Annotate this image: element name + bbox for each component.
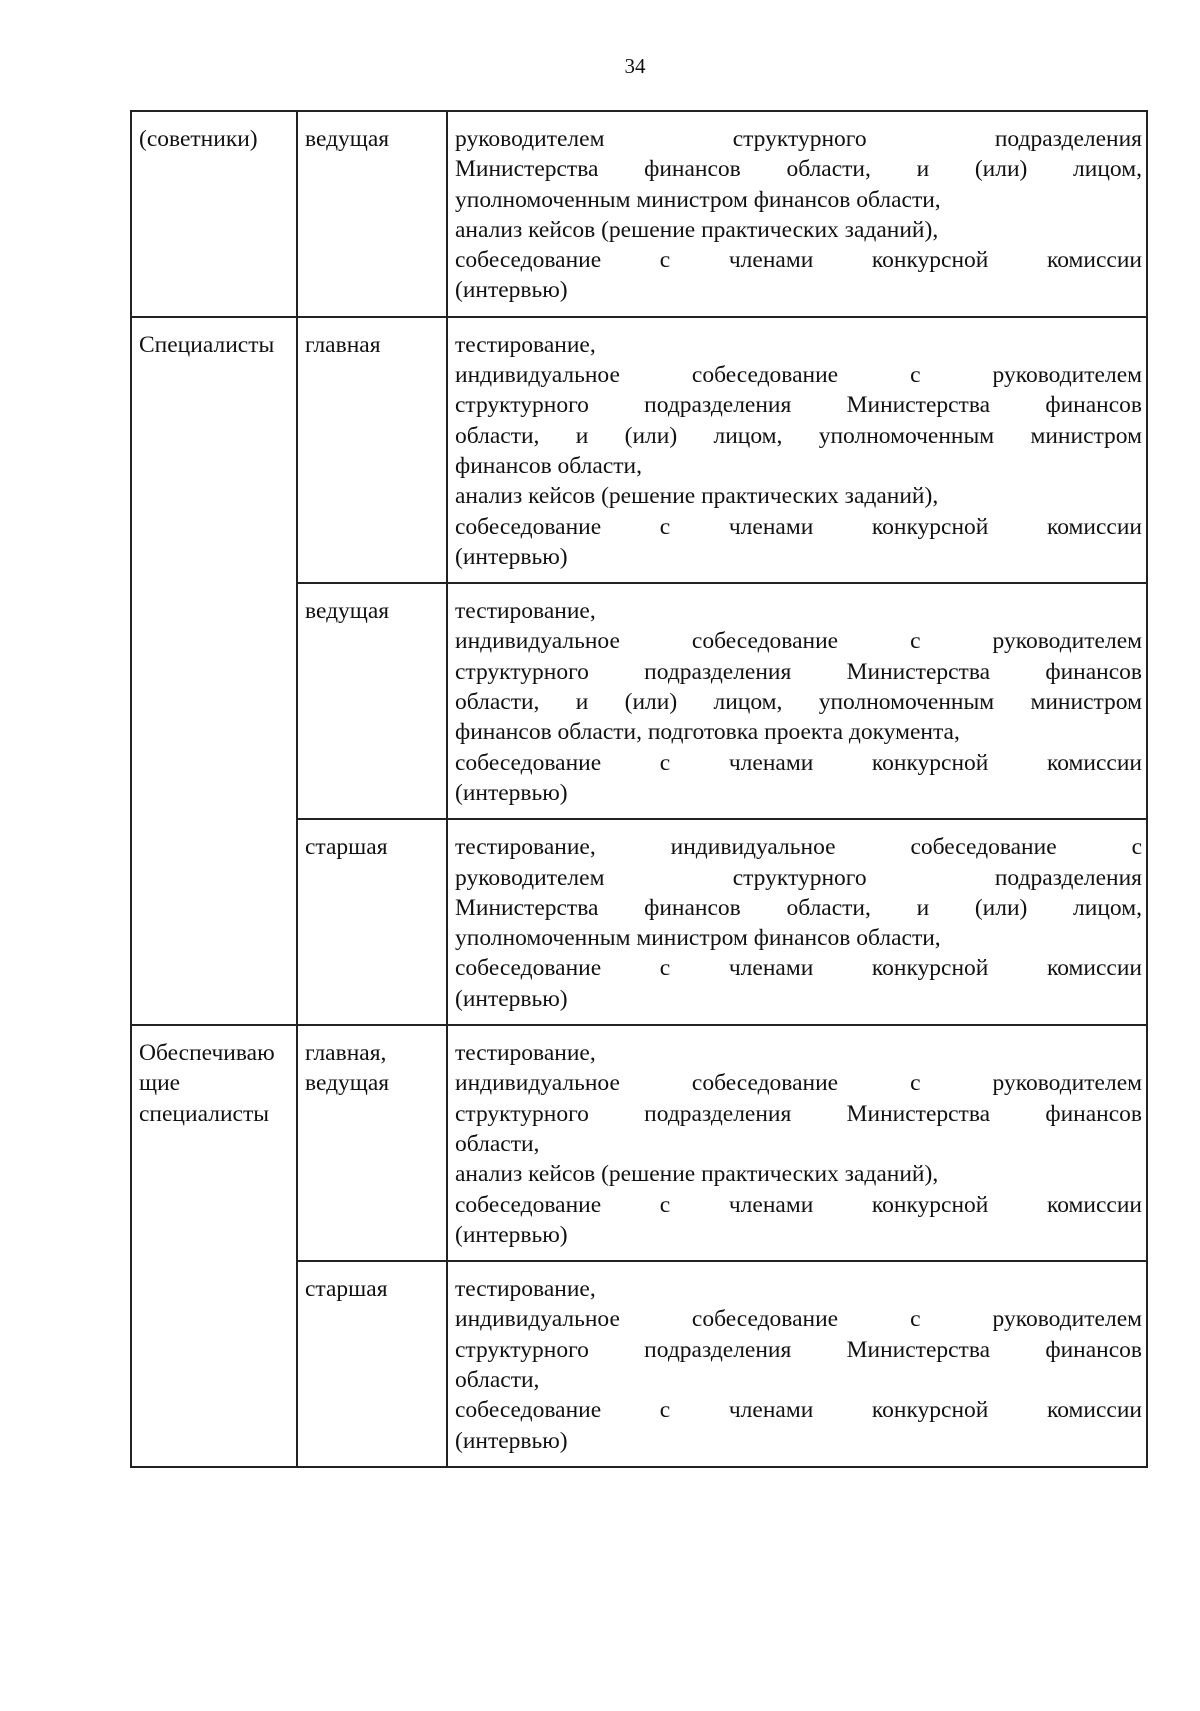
assessment-method-line: (интервью) xyxy=(455,779,568,806)
assessment-method-line: области, и (или) лицом, уполномоченным министром xyxy=(455,422,1142,449)
position-level-label: ведущая xyxy=(305,126,390,152)
table-row xyxy=(131,583,1147,819)
assessment-method-line: тестирование, xyxy=(455,598,596,625)
assessment-method-line: (интервью) xyxy=(455,277,568,304)
table-row xyxy=(131,317,1147,583)
position-level-label: старшая xyxy=(305,834,388,861)
assessment-method-line: финансов области, подготовка проекта документа, xyxy=(455,719,960,746)
cell-employee-group xyxy=(131,1261,297,1467)
assessment-method-line: собеседование с членами конкурсной комиссии xyxy=(455,749,1142,776)
assessment-method-line: области, xyxy=(455,1366,540,1393)
assessment-method-line: индивидуальное собеседование с руководителем xyxy=(455,1070,1142,1097)
cell-employee-group xyxy=(131,317,297,583)
position-level-label: главная xyxy=(305,331,381,358)
assessment-method-line: индивидуальное собеседование с руководителем xyxy=(455,628,1142,655)
requirements-table xyxy=(130,110,1148,1468)
table-row xyxy=(131,1025,1147,1261)
assessment-method-line: собеседование с членами конкурсной комиссии xyxy=(455,513,1142,540)
cell-assessment-methods xyxy=(447,317,1147,583)
position-level-label: главная, xyxy=(305,1040,387,1067)
assessment-method-line: области, xyxy=(455,1130,540,1157)
table-row xyxy=(131,1261,1147,1467)
employee-group-label: Обеспечиваю xyxy=(139,1040,275,1067)
assessment-method-line: уполномоченным министром финансов области, xyxy=(455,925,941,952)
assessment-method-line: области, и (или) лицом, уполномоченным министром xyxy=(455,689,1142,716)
assessment-method-line: (интервью) xyxy=(455,1221,568,1248)
cell-employee-group xyxy=(131,819,297,1025)
cell-assessment-methods xyxy=(447,819,1147,1025)
assessment-method-line: руководителем структурного подразделения xyxy=(455,864,1142,891)
cell-position-level xyxy=(297,111,447,317)
assessment-method-line: индивидуальное собеседование с руководителем xyxy=(455,1306,1142,1333)
assessment-method-line: тестирование, xyxy=(455,1040,596,1067)
cell-position-level xyxy=(297,583,447,819)
assessment-method-line: тестирование, индивидуальное собеседование с xyxy=(455,834,1142,861)
cell-assessment-methods xyxy=(447,583,1147,819)
assessment-method-line: собеседование с членами конкурсной комиссии xyxy=(455,955,1142,982)
cell-assessment-methods xyxy=(447,111,1147,317)
assessment-method-line: собеседование с членами конкурсной комиссии xyxy=(455,247,1142,274)
page-number: 34 xyxy=(624,54,646,78)
assessment-method-line: анализ кейсов (решение практических заданий), xyxy=(455,216,939,243)
assessment-method-line: собеседование с членами конкурсной комиссии xyxy=(455,1397,1142,1424)
cell-position-level xyxy=(297,1025,447,1261)
employee-group-label: Специалисты xyxy=(139,331,275,358)
assessment-method-line: структурного подразделения Министерства финансов xyxy=(455,392,1142,419)
assessment-method-line: руководителем структурного подразделения xyxy=(455,126,1142,152)
cell-assessment-methods xyxy=(447,1261,1147,1467)
assessment-method-line: уполномоченным министром финансов области, xyxy=(455,186,941,213)
table-row xyxy=(131,111,1147,317)
cell-employee-group xyxy=(131,583,297,819)
employee-group-label: щие xyxy=(139,1070,181,1097)
cell-position-level xyxy=(297,317,447,583)
assessment-method-line: тестирование, xyxy=(455,1276,596,1303)
cell-position-level xyxy=(297,819,447,1025)
assessment-method-line: анализ кейсов (решение практических заданий), xyxy=(455,483,939,510)
assessment-method-line: структурного подразделения Министерства финансов xyxy=(455,1100,1142,1127)
assessment-method-line: структурного подразделения Министерства финансов xyxy=(455,658,1142,685)
assessment-method-line: анализ кейсов (решение практических заданий), xyxy=(455,1161,939,1188)
position-level-label: старшая xyxy=(305,1276,388,1303)
assessment-method-line: (интервью) xyxy=(455,985,568,1012)
cell-position-level xyxy=(297,1261,447,1467)
position-level-label: ведущая xyxy=(305,1070,390,1097)
assessment-method-line: (интервью) xyxy=(455,1427,568,1454)
assessment-method-line: Министерства финансов области, и (или) лицом, xyxy=(455,156,1142,183)
cell-assessment-methods xyxy=(447,1025,1147,1261)
assessment-method-line: (интервью) xyxy=(455,543,568,570)
table-row xyxy=(131,819,1147,1025)
assessment-method-line: Министерства финансов области, и (или) лицом, xyxy=(455,894,1142,921)
position-level-label: ведущая xyxy=(305,598,390,625)
employee-group-label: специалисты xyxy=(139,1100,270,1127)
cell-employee-group xyxy=(131,111,297,317)
assessment-method-line: тестирование, xyxy=(455,331,596,358)
assessment-method-line: структурного подразделения Министерства финансов xyxy=(455,1336,1142,1363)
assessment-method-line: собеседование с членами конкурсной комиссии xyxy=(455,1191,1142,1218)
table-body xyxy=(131,111,1147,1467)
assessment-method-line: финансов области, xyxy=(455,452,642,479)
employee-group-label: (советники) xyxy=(139,126,258,152)
cell-employee-group xyxy=(131,1025,297,1261)
assessment-method-line: индивидуальное собеседование с руководителем xyxy=(455,362,1142,389)
